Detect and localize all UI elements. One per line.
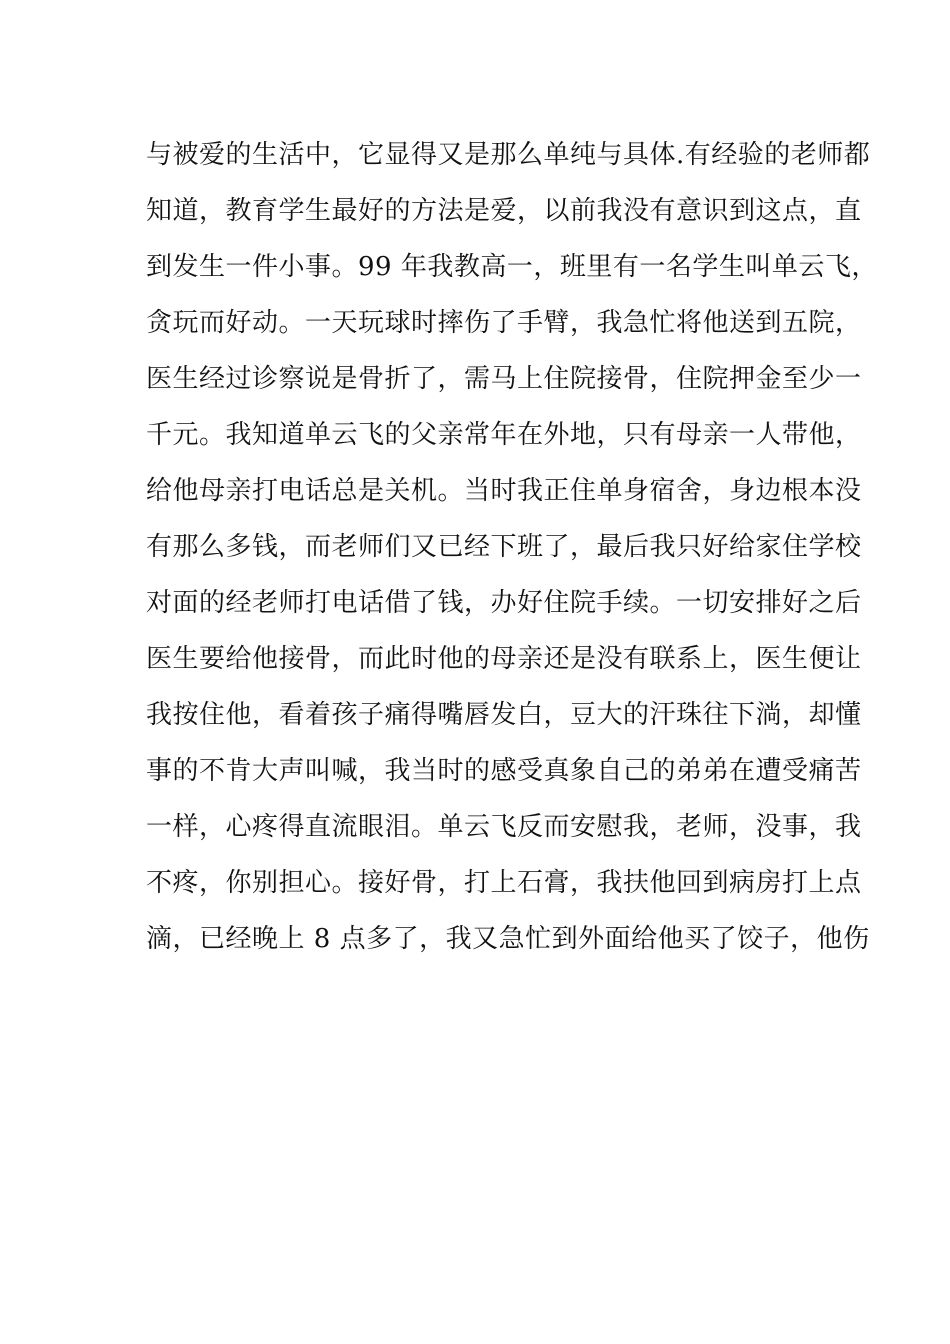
text-line: 贪玩而好动。一天玩球时摔伤了手臂，我急忙将他送到五院， [146,308,862,338]
text-line: 给他母亲打电话总是关机。当时我正住单身宿舍，身边根本没 [146,476,862,506]
text-line: 与被爱的生活中，它显得又是那么单纯与具体.有经验的老师都 [146,140,871,170]
text-line: 到发生一件小事。99 年我教高一，班里有一名学生叫单云飞， [146,252,878,282]
body-text [146,134,878,974]
text-line: 医生要给他接骨，而此时他的母亲还是没有联系上，医生便让 [146,644,862,674]
text-line: 一样，心疼得直流眼泪。单云飞反而安慰我，老师，没事，我 [146,812,862,842]
text-line: 滴，已经晚上 8 点多了，我又急忙到外面给他买了饺子，他伤 [146,924,870,954]
text-line: 事的不肯大声叫喊，我当时的感受真象自己的弟弟在遭受痛苦 [146,756,862,786]
text-line: 不疼，你别担心。接好骨，打上石膏，我扶他回到病房打上点 [146,868,862,898]
text-line: 我按住他，看着孩子痛得嘴唇发白，豆大的汗珠往下淌，却懂 [146,700,862,730]
text-line: 千元。我知道单云飞的父亲常年在外地，只有母亲一人带他， [146,420,862,450]
text-line: 对面的经老师打电话借了钱，办好住院手续。一切安排好之后 [146,588,862,618]
text-line: 医生经过诊察说是骨折了，需马上住院接骨，住院押金至少一 [146,364,862,394]
text-line: 有那么多钱，而老师们又已经下班了，最后我只好给家住学校 [146,532,862,562]
text-line: 知道，教育学生最好的方法是爱，以前我没有意识到这点，直 [146,196,862,226]
